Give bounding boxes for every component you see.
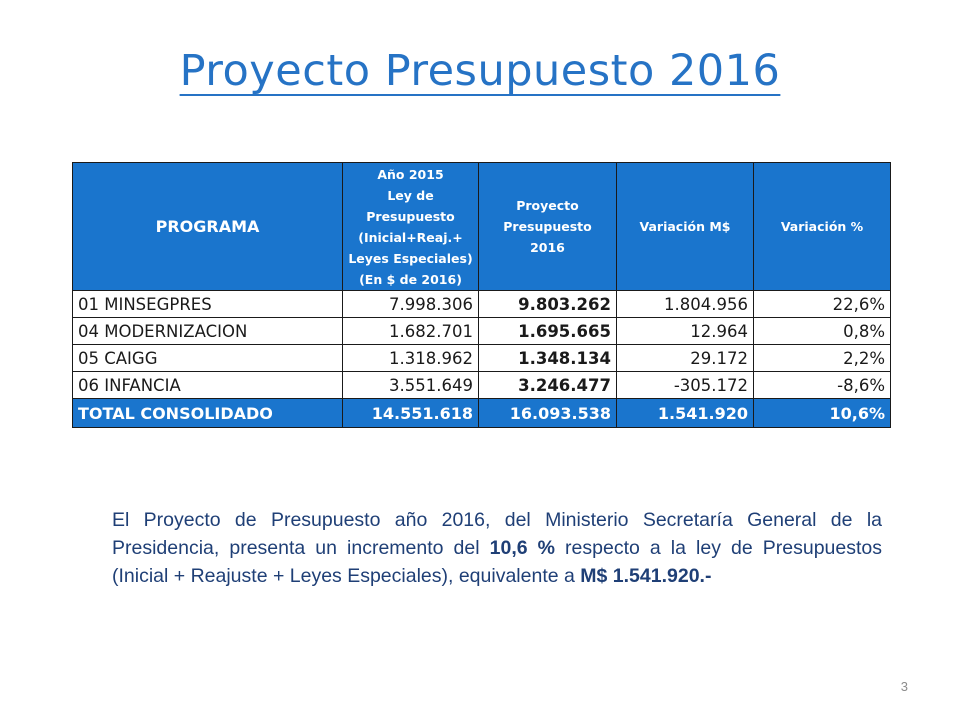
cell-programa: 06 INFANCIA (73, 372, 343, 399)
header-ley-line: Presupuesto (366, 208, 455, 224)
cell-proyecto: 1.695.665 (479, 318, 617, 345)
cell-variacion-pct: -8,6% (754, 372, 891, 399)
total-programa: TOTAL CONSOLIDADO (73, 399, 343, 428)
total-variacion-pct: 10,6% (754, 399, 891, 428)
header-ley-line: Leyes Especiales) (348, 250, 473, 266)
header-ley-presupuesto (343, 163, 479, 291)
cell-variacion-pct: 0,8% (754, 318, 891, 345)
cell-proyecto: 1.348.134 (479, 345, 617, 372)
header-ley-line: Ley de (387, 187, 434, 203)
header-variacion-pct: Variación % (754, 163, 891, 291)
table-row (73, 345, 891, 372)
header-proyecto (479, 163, 617, 291)
cell-variacion-ms: 12.964 (617, 318, 754, 345)
header-programa: PROGRAMA (73, 163, 343, 291)
budget-table (72, 162, 891, 428)
cell-variacion-pct: 22,6% (754, 291, 891, 318)
cell-variacion-pct: 2,2% (754, 345, 891, 372)
cell-programa: 01 MINSEGPRES (73, 291, 343, 318)
table-header-row (73, 163, 891, 291)
summary-text: respecto a la ley de Presupuestos (Inicial + Reajuste + Leyes Especiales), equivalente a (112, 537, 882, 587)
header-ley-line: (En $ de 2016) (359, 271, 462, 287)
total-ley: 14.551.618 (343, 399, 479, 428)
summary-text: El Proyecto de Presupuesto año 2016, del Ministerio Secretaría General de la Presidencia, presenta un incremento del (112, 509, 882, 559)
summary-highlight-percent: 10,6 % (489, 537, 555, 559)
cell-proyecto: 9.803.262 (479, 291, 617, 318)
page-number: 3 (900, 679, 908, 694)
cell-programa: 05 CAIGG (73, 345, 343, 372)
cell-variacion-ms: -305.172 (617, 372, 754, 399)
table-row (73, 291, 891, 318)
cell-ley: 3.551.649 (343, 372, 479, 399)
table-row (73, 372, 891, 399)
cell-variacion-ms: 1.804.956 (617, 291, 754, 318)
header-proyecto-line: Presupuesto 2016 (503, 219, 592, 255)
cell-variacion-ms: 29.172 (617, 345, 754, 372)
cell-ley: 1.318.962 (343, 345, 479, 372)
cell-programa: 04 MODERNIZACION (73, 318, 343, 345)
page-title: Proyecto Presupuesto 2016 (179, 46, 781, 96)
total-row (73, 399, 891, 428)
cell-ley: 1.682.701 (343, 318, 479, 345)
table-row (73, 318, 891, 345)
total-proyecto: 16.093.538 (479, 399, 617, 428)
header-ley-line: Año 2015 (377, 166, 444, 182)
cell-ley: 7.998.306 (343, 291, 479, 318)
header-ley-line: (Inicial+Reaj.+ (358, 229, 463, 245)
summary-paragraph (112, 506, 882, 590)
header-variacion-ms: Variación M$ (617, 163, 754, 291)
header-proyecto-line: Proyecto (516, 198, 579, 213)
summary-highlight-amount: M$ 1.541.920.- (580, 565, 712, 587)
total-variacion-ms: 1.541.920 (617, 399, 754, 428)
cell-proyecto: 3.246.477 (479, 372, 617, 399)
